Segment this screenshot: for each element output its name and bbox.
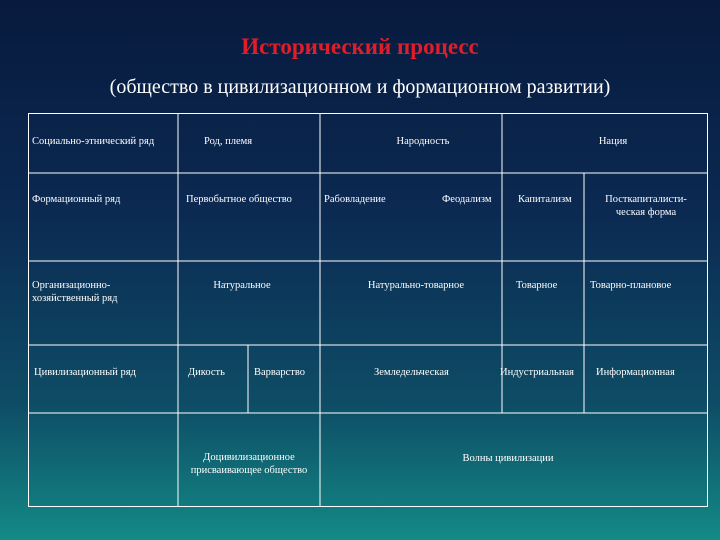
cell-nation: Нация [598,136,628,147]
cell-slavery: Рабовладение [324,194,386,205]
cell-tribe: Род, племя [204,136,253,147]
cell-informational: Информационная [596,367,675,378]
cell-civilization-waves: Волны цивилизации [462,453,554,464]
cell-feudalism: Феодализм [442,194,492,205]
cell-primitive-society: Первобытное общество [186,194,292,205]
cell-postcapitalist-line1: Посткапиталисти- [605,194,687,205]
row-label-economic-line2: хозяйственный ряд [32,293,118,304]
table-border [29,114,708,507]
cell-industrial: Индустриальная [500,367,574,378]
cell-savagery: Дикость [188,367,225,378]
cell-precivilization-line2: присваивающее общество [190,465,308,476]
cell-nationality: Народность [396,136,450,147]
row-label-economic [32,279,117,305]
cell-natural: Натуральное [213,280,271,291]
cell-agrarian: Земледельческая [374,367,449,378]
slide-subtitle: (общество в цивилизационном и формационном развитии) [109,76,611,98]
cell-barbarism: Варварство [254,367,306,378]
row-label-formation: Формационный ряд [32,194,121,205]
cell-precivilization [178,451,320,477]
cell-postcapitalist-line2: ческая форма [615,207,677,218]
cell-natural-commodity: Натурально-товарное [367,280,465,291]
slide-title: Исторический процесс [241,34,479,59]
row-label-civilization: Цивилизационный ряд [34,367,136,378]
cell-commodity: Товарное [516,280,558,291]
row-label-social-ethnic: Социально-этнический ряд [32,136,155,147]
table-grid-lines [28,113,708,507]
history-table [28,113,708,507]
cell-commodity-planned: Товарно-плановое [590,280,672,291]
cell-capitalism: Капитализм [518,194,572,205]
cell-postcapitalist [586,193,706,219]
cell-precivilization-line1: Доцивилизационное [203,452,295,463]
row-label-economic-line1: Организационно- [32,280,111,291]
